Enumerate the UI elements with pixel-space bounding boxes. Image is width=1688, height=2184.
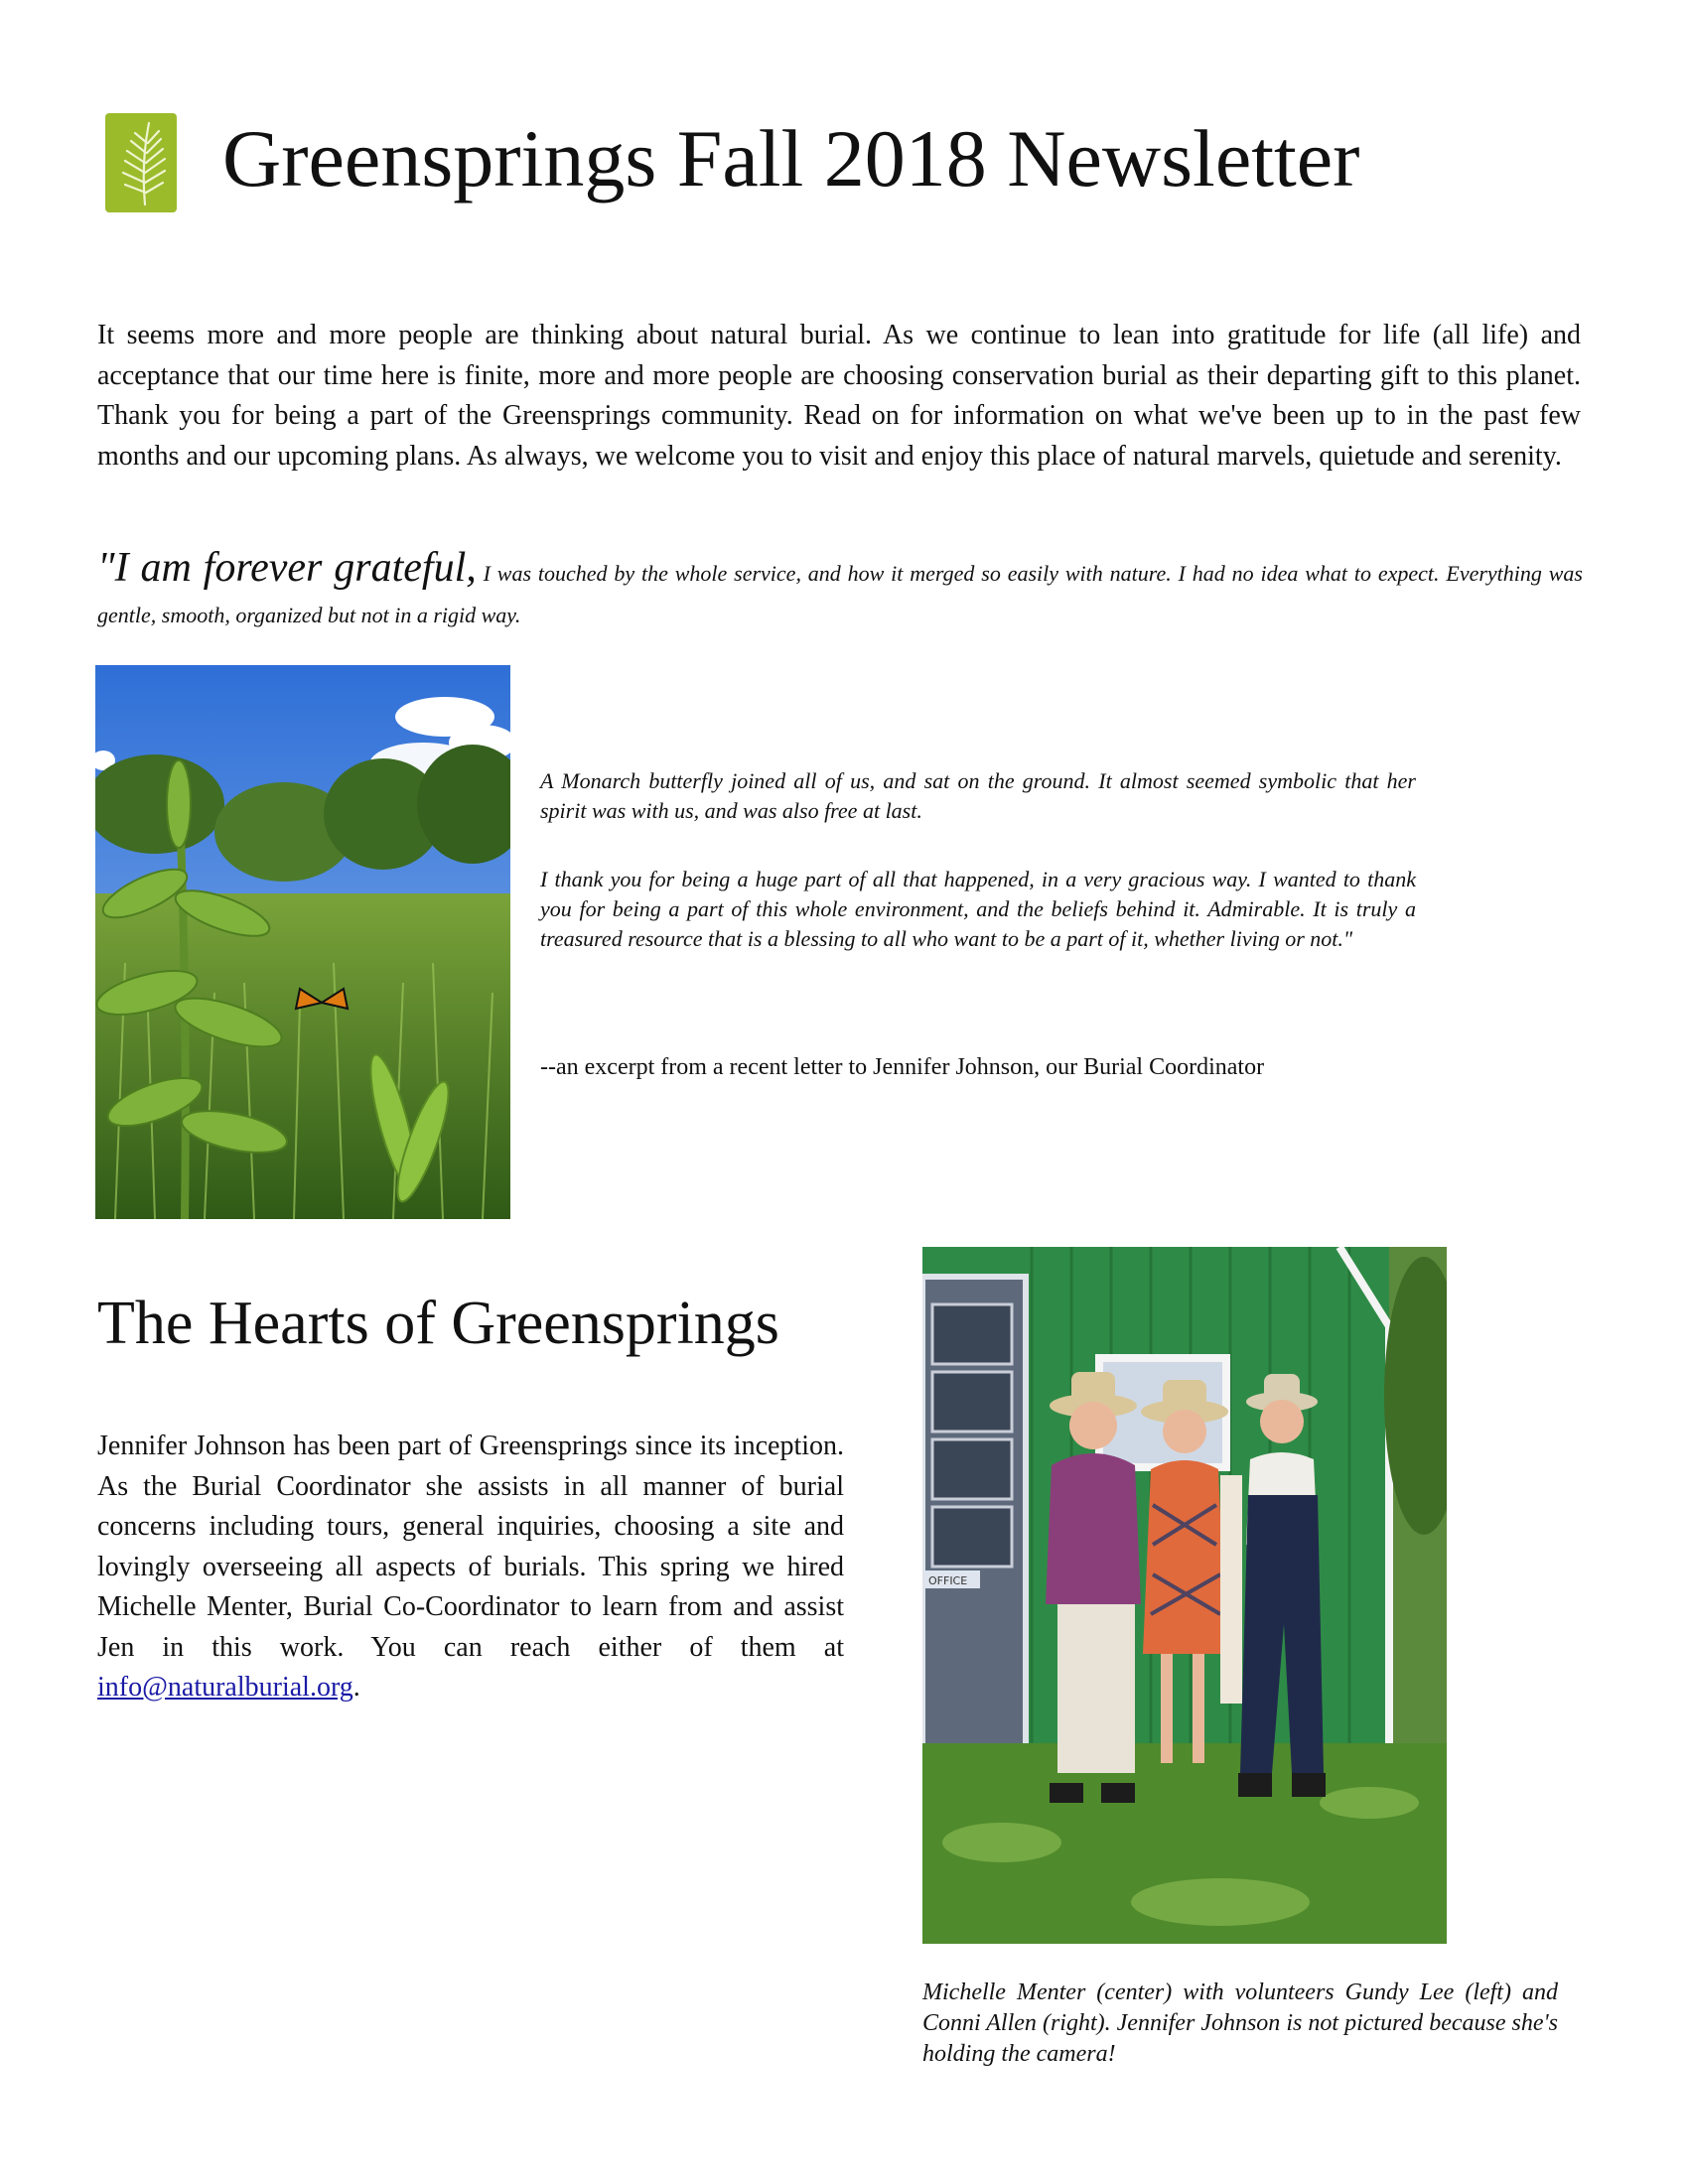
fern-leaf-icon [105, 113, 177, 212]
section-heading: The Hearts of Greensprings [97, 1290, 779, 1357]
section-paragraph-end: . [352, 1672, 360, 1703]
photo-caption: Michelle Menter (center) with volunteers Gundy Lee (left) and Conni Allen (right). Jennifer Johnson is not pictured because she's holding the camera! [922, 1979, 1558, 2067]
office-sign: OFFICE [928, 1574, 968, 1587]
letter-paragraph: I thank you for being a huge part of all that happened, in a very gracious way. I wanted to thank you for being a part of this whole environment, and the beliefs behind it. Admirable. It is truly a treasured resource that is a blessing to all who want to be a part of it, whether living or not." [540, 867, 1416, 951]
letter-paragraph: A Monarch butterfly joined all of us, and sat on the ground. It almost seemed symbolic that her spirit was with us, and was also free at last. [540, 768, 1416, 823]
quote-lead: "I am forever grateful, [97, 545, 477, 591]
intro-paragraph: It seems more and more people are thinking about natural burial. As we continue to lean into gratitude for life (all life) and acceptance that our time here is finite, more and more people are choosing conservation burial as their departing gift to this planet. Thank you for being a part of the Greensprings community. Read on for information on what we've been up to in the past few months and our upcoming plans. As always, we welcome you to visit and enjoy this place of natural marvels, quietude and serenity. [97, 320, 1581, 472]
email-link[interactable]: info@naturalburial.org [97, 1672, 353, 1703]
quote-rest: I was touched by the whole service, and how it merged so easily with nature. I had no idea what to expect. Everything was gentle, smooth, organized but not in a rigid way. [97, 561, 1583, 627]
page-title: Greensprings Fall 2018 Newsletter [222, 113, 1360, 204]
milkweed-monarch-photo [95, 665, 510, 1219]
section-paragraph-text: Jennifer Johnson has been part of Greensprings since its inception. As the Burial Coordinator she assists in all manner of burial concerns including tours, general inquiries, choosing a site and lovingly overseeing all aspects of burials. This spring we hired Michelle Menter, Burial Co-Coordinator to learn from and assist Jen in this work. You can reach either of them at [97, 1431, 844, 1663]
testimonial-quote [97, 544, 1583, 636]
excerpt-credit: --an excerpt from a recent letter to Jennifer Johnson, our Burial Coordinator [540, 1054, 1265, 1080]
volunteers-photo [922, 1247, 1447, 1944]
section-paragraph [97, 1427, 844, 1708]
